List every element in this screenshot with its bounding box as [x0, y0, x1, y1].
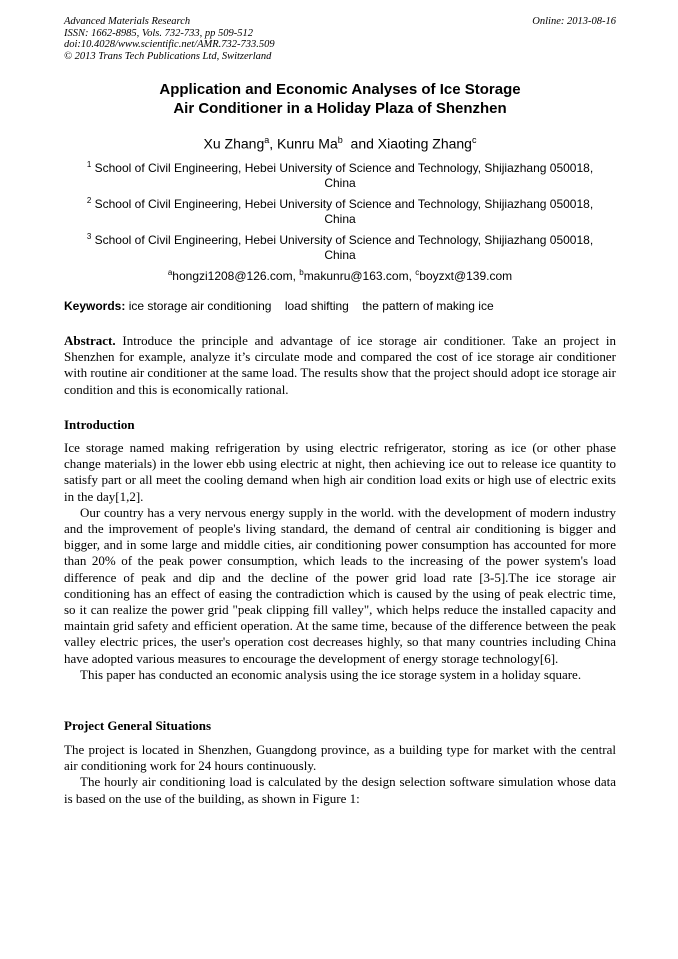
title-line-2: Air Conditioner in a Holiday Plaza of Shenzhen — [173, 100, 507, 117]
online-date: Online: 2013-08-16 — [532, 16, 616, 27]
affiliation-2 — [74, 193, 606, 227]
affiliation-text: School of Civil Engineering, Hebei University of Science and Technology, Shijiazhang 050018, — [94, 161, 594, 175]
email-mark: a — [167, 268, 173, 277]
email-address[interactable]: boyzxt@139.com — [419, 269, 513, 283]
email-mark: b — [299, 268, 304, 277]
affiliation-number: 3 — [86, 232, 92, 241]
author-mark: c — [471, 135, 477, 145]
author-mark: a — [264, 135, 270, 145]
author-name: Xiaoting Zhang — [377, 135, 472, 152]
affiliation-text: School of Civil Engineering, Hebei University of Science and Technology, Shijiazhang 050018, — [94, 233, 594, 247]
email-address[interactable]: makunru@163.com — [303, 269, 409, 283]
affiliation-number: 2 — [86, 196, 92, 205]
paragraph: The project is located in Shenzhen, Guangdong province, as a building type for market with the central air conditioning work for 24 hours continuously. — [64, 742, 616, 774]
project-body — [64, 742, 616, 807]
email-mark: c — [415, 268, 420, 277]
affiliation-3 — [74, 229, 606, 263]
author-mark: b — [337, 135, 343, 145]
copyright-line: © 2013 Trans Tech Publications Ltd, Switzerland — [64, 50, 272, 62]
affiliation-1 — [74, 157, 606, 191]
abstract — [64, 333, 616, 398]
paper-title — [64, 80, 616, 118]
keyword: the pattern of making ice — [362, 299, 494, 313]
section-heading-project: Project General Situations — [64, 718, 212, 733]
paragraph: Ice storage named making refrigeration by using electric refrigerator, storing as ice (or other phase change materials) in the lower ebb using electric at night, then achieving ice out to release ice quantity to satisfy part or all meet the cooling demand when high air condition load exits or high use of electric exits in the day[1,2]. — [64, 440, 616, 504]
abstract-label: Abstract. — [64, 333, 116, 348]
keyword: load shifting — [284, 299, 349, 313]
doi-line: doi:10.4028/www.scientific.net/AMR.732-733.509 — [64, 39, 275, 50]
abstract-text: Introduce the principle and advantage of ice storage air conditioner. Take an project in Shenzhen for example, analyze it’s circulate mode and compared the cost of ice storage air conditioner with routine air conditioner at the same load. The results show that the project should adopt ice storage air condition and this is economically rational. — [64, 333, 616, 397]
journal-name: Advanced Materials Research — [64, 16, 191, 27]
affiliation-country: China — [324, 212, 356, 226]
introduction-body — [64, 440, 616, 683]
author-separator: , — [269, 135, 278, 152]
title-line-1: Application and Economic Analyses of Ice Storage — [159, 81, 521, 98]
author-list — [64, 131, 616, 153]
author-separator: and — [342, 135, 378, 152]
issn-line: ISSN: 1662-8985, Vols. 732-733, pp 509-512 — [64, 27, 253, 39]
keyword: ice storage air conditioning — [128, 299, 272, 313]
author-name: Xu Zhang — [203, 135, 265, 152]
keywords — [64, 299, 616, 314]
affiliation-country: China — [324, 176, 356, 190]
section-heading-introduction: Introduction — [64, 417, 135, 432]
paragraph: The hourly air conditioning load is calculated by the design selection software simulation whose data is based on the use of the building, as shown in Figure 1: — [64, 774, 616, 806]
email-separator: , — [408, 269, 416, 283]
keywords-label: Keywords: — [64, 299, 126, 313]
email-list — [64, 265, 616, 284]
paragraph: Our country has a very nervous energy supply in the world. with the development of modern industry and the improvement of people's living standard, the demand of central air conditioning is bigger and bigger, and in some large and middle cities, air conditioning power consumption has accounted for more than 20% of the peak power consumption, which leads to the increasing of the power system's load difference of peak and dip and the decline of the power grid load rate [3-5].The ice storage air conditioning has an effect of easing the contradiction which is caused by the using of peak electric time, so it can realize the power grid "peak clipping fill valley", which helps reduce the installed capacity and maintain grid safety and efficient operation. At the same time, because of the difference between the peak valley electric prices, the user's operation cost decreases highly, so that many countries including China have adopted various measures to encourage the development of energy storage technology[6]. — [64, 504, 616, 666]
affiliation-country: China — [324, 248, 356, 262]
paragraph: This paper has conducted an economic analysis using the ice storage system in a holiday square. — [80, 666, 582, 682]
email-address[interactable]: hongzi1208@126.com — [172, 269, 293, 283]
affiliation-text: School of Civil Engineering, Hebei University of Science and Technology, Shijiazhang 050018, — [94, 197, 594, 211]
affiliation-number: 1 — [86, 160, 92, 169]
running-header — [64, 16, 616, 62]
email-separator: , — [292, 269, 300, 283]
author-name: Kunru Ma — [277, 135, 338, 152]
